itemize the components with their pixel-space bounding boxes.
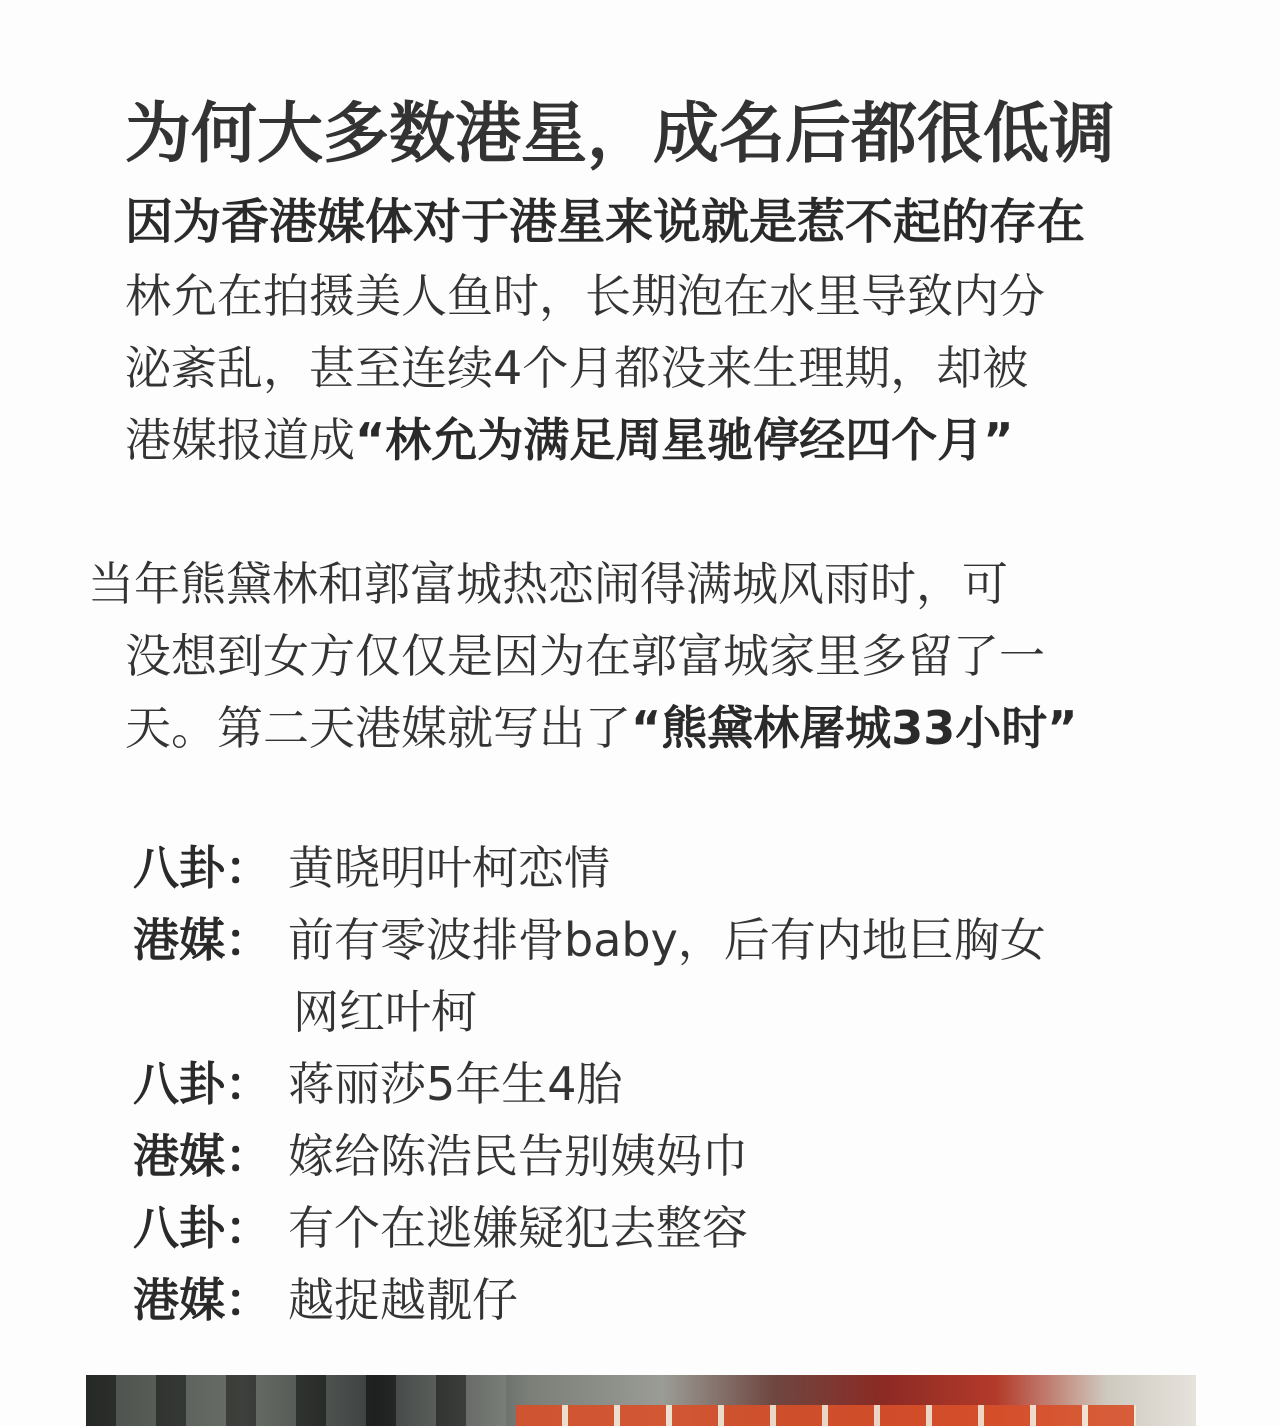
list-item	[133, 904, 1046, 976]
item-label: 八卦：	[133, 1201, 271, 1255]
list-item	[133, 1120, 1046, 1192]
paragraph-lin-yun	[125, 260, 1045, 476]
article-subtitle: 因为香港媒体对于港星来说就是惹不起的存在	[125, 194, 1086, 250]
paragraph-text: 天。第二天港媒就写出了	[125, 701, 631, 755]
list-item	[133, 1048, 1046, 1120]
photo-texture	[86, 1375, 506, 1426]
paragraph-line: 当年熊黛林和郭富城热恋闹得满城风雨时，可	[88, 557, 1008, 611]
list-item	[133, 832, 1046, 904]
item-label: 八卦：	[133, 1057, 271, 1111]
item-text: 蒋丽莎5年生4胎	[288, 1057, 623, 1111]
headline-quote: “林允为满足周星驰停经四个月”	[355, 413, 1014, 467]
item-label: 港媒：	[133, 1129, 271, 1183]
list-item	[133, 1192, 1046, 1264]
headline-quote: “熊黛林屠城33小时”	[631, 701, 1078, 755]
paragraph-line	[88, 692, 1077, 764]
item-text: 越捉越靓仔	[288, 1273, 518, 1327]
item-label: 港媒：	[133, 1273, 271, 1327]
paragraph-line: 泌紊乱，甚至连续4个月都没来生理期，却被	[125, 341, 1029, 395]
news-photo	[86, 1375, 1196, 1426]
photo-caption-overlay	[516, 1405, 1136, 1426]
paragraph-text: 港媒报道成	[125, 413, 355, 467]
item-label: 八卦：	[133, 841, 271, 895]
item-text: 黄晓明叶柯恋情	[288, 841, 610, 895]
paragraph-line: 没想到女方仅仅是因为在郭富城家里多留了一	[125, 629, 1045, 683]
item-text: 网红叶柯	[293, 985, 477, 1039]
paragraph-line: 林允在拍摄美人鱼时，长期泡在水里导致内分	[125, 269, 1045, 323]
item-text: 有个在逃嫌疑犯去整容	[288, 1201, 748, 1255]
paragraph-line	[125, 404, 1045, 476]
list-item	[133, 1264, 1046, 1336]
paragraph-lynn-hung	[88, 548, 1077, 764]
item-text: 嫁给陈浩民告别姨妈巾	[288, 1129, 748, 1183]
article-title: 为何大多数港星，成名后都很低调	[125, 95, 1115, 172]
item-label: 港媒：	[133, 913, 271, 967]
gossip-vs-media-list	[133, 832, 1046, 1336]
item-text: 前有零波排骨baby，后有内地巨胸女	[288, 913, 1046, 967]
list-item-continuation	[133, 976, 1046, 1048]
